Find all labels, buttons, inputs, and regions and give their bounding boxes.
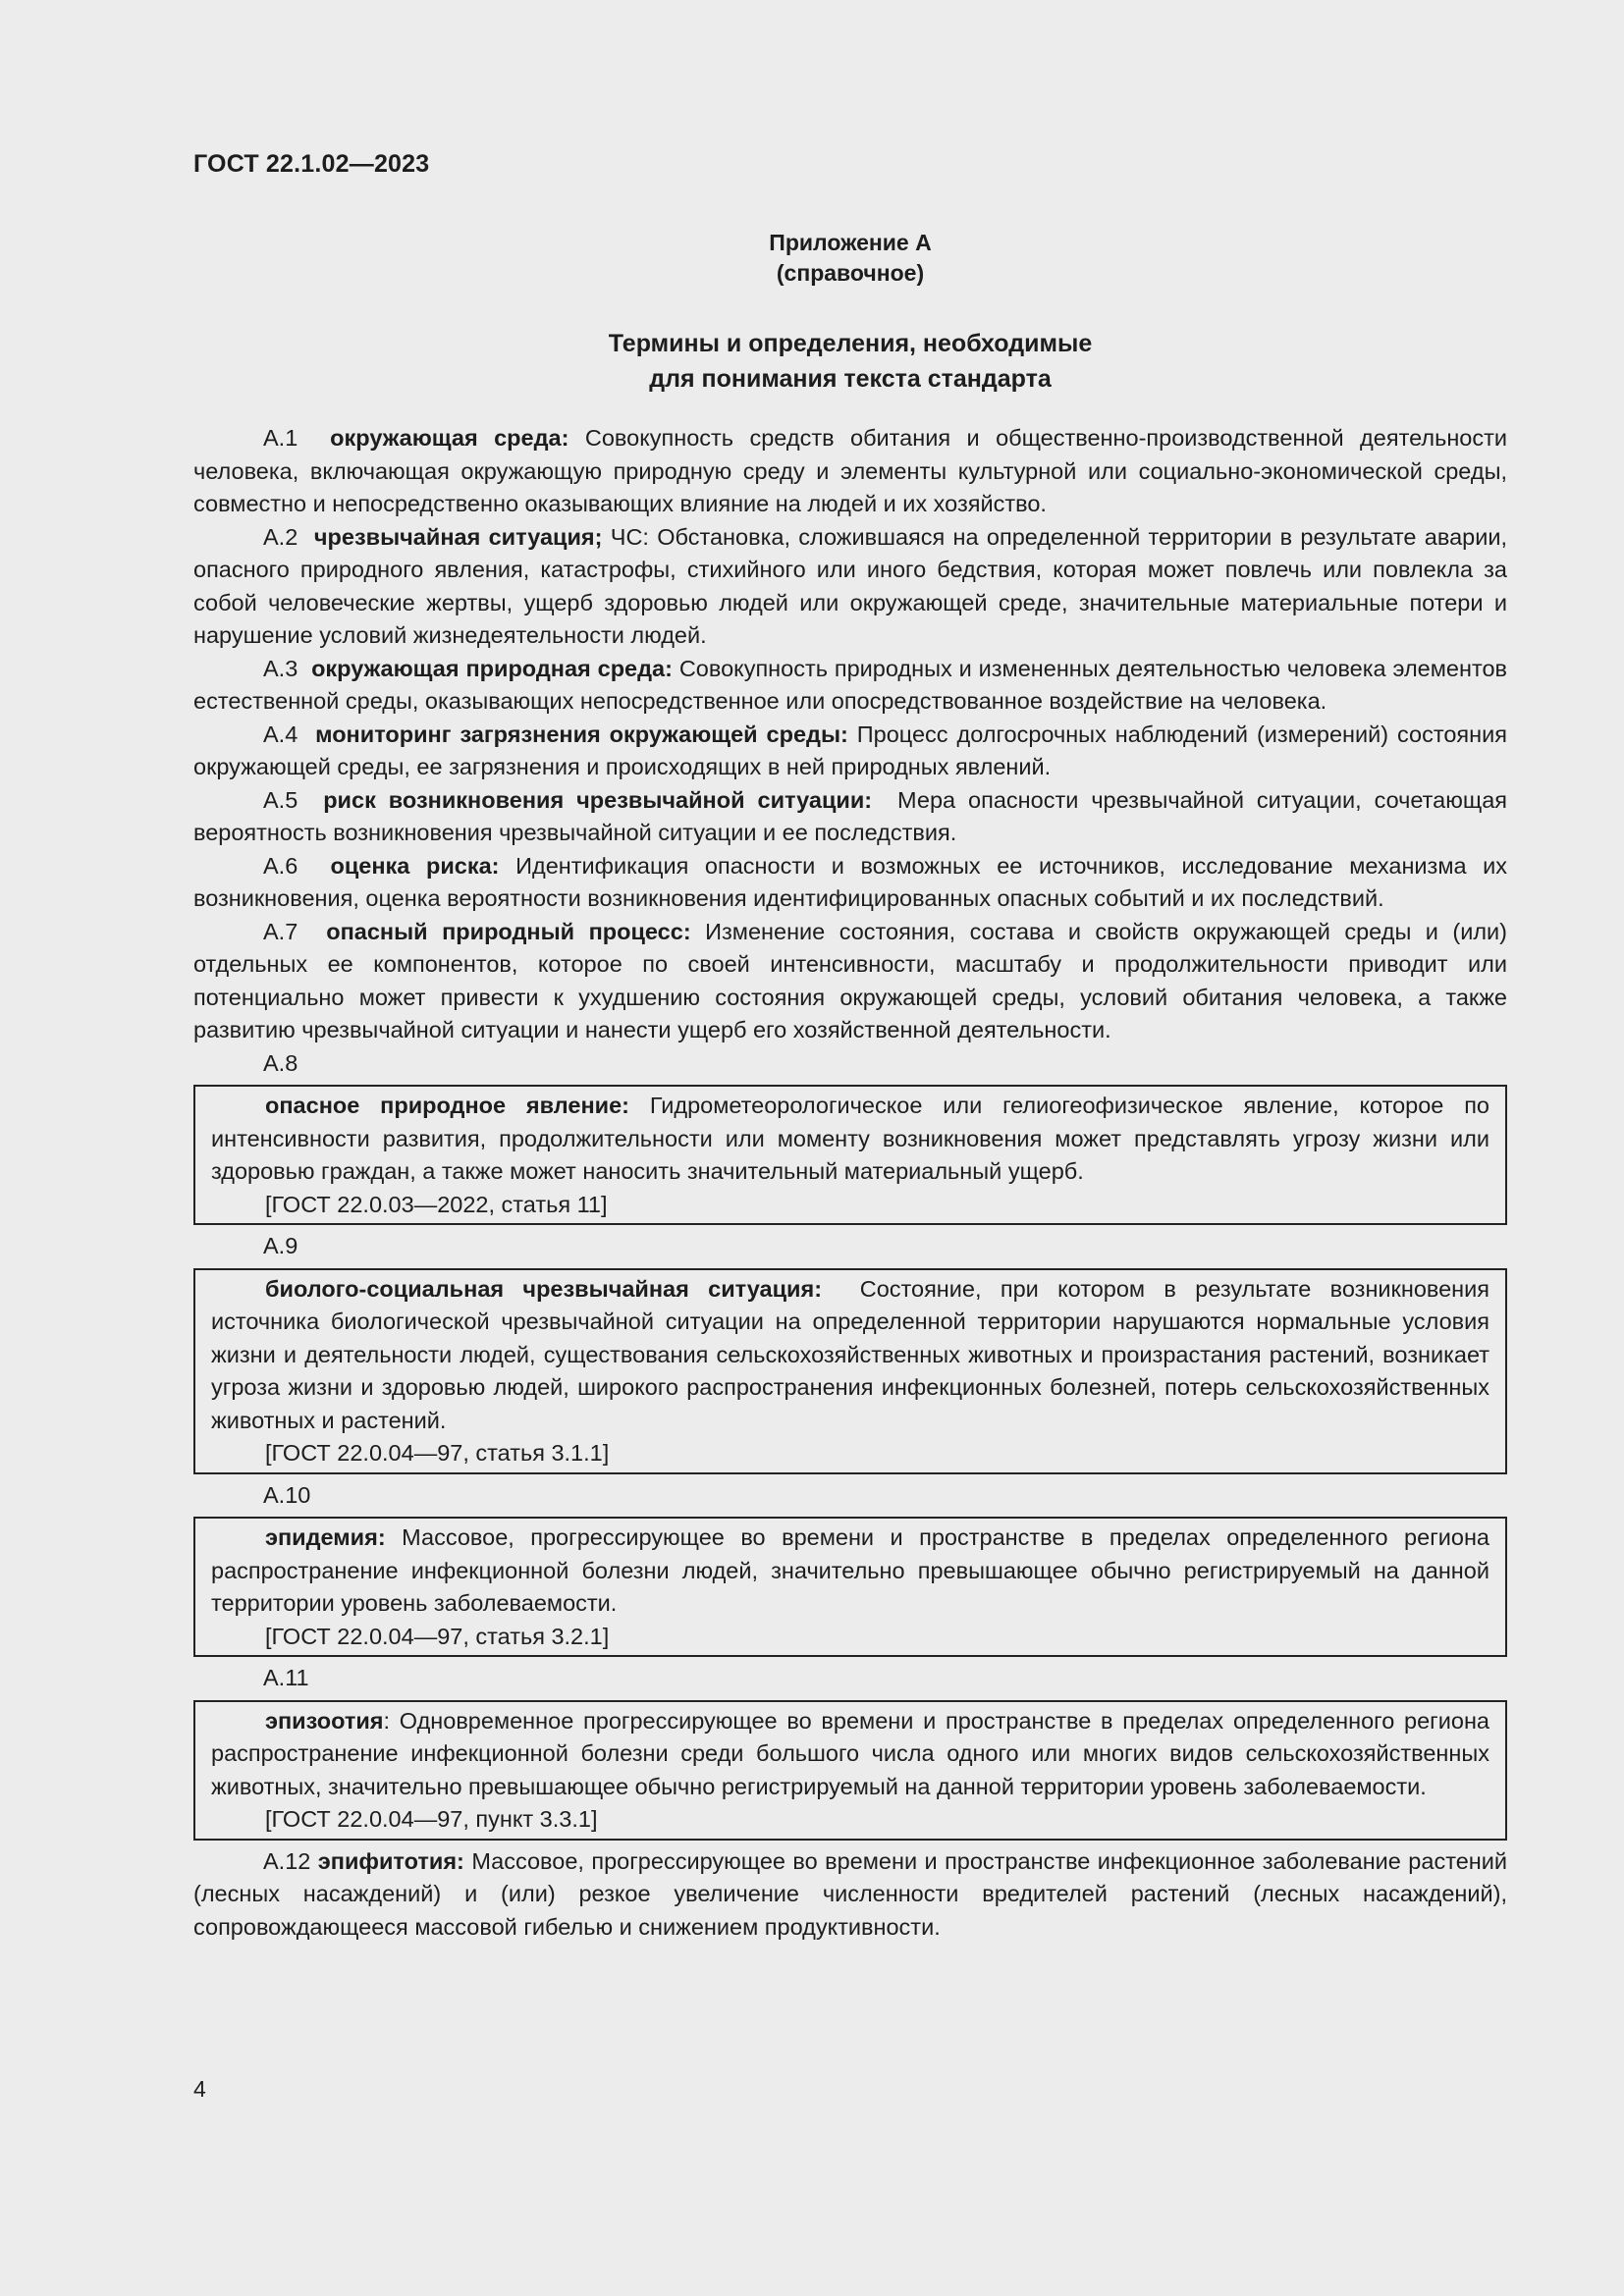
term-entry-a1 [193,422,1507,521]
term-entry-a5 [193,784,1507,850]
section-title [193,326,1507,397]
appendix-title: Приложение А [769,230,932,255]
term-entry-a12 [193,1845,1507,1945]
entry-reference: [ГОСТ 22.0.04—97, статья 3.2.1] [265,1623,610,1649]
section-title-line-1: Термины и определения, необходимые [608,330,1093,357]
entry-term: эпифитотия: [317,1847,464,1874]
entry-term: окружающая природная среда: [311,655,673,681]
entry-term: чрезвычайная ситуация; [313,523,603,550]
term-entry-a6 [193,850,1507,916]
entry-definition: Массовое, прогрессирующее во времени и пространстве в пределах определенного региона распространение инфекционной болезни людей, значительно превышающее обычно регистрируемый на данной территории уровень заболеваемости. [211,1524,1490,1616]
term-entry-a9-number: А.9 [263,1233,298,1258]
entry-definition: ЧС: Обстановка, сложившаяся на определенной территории в результате аварии, опасного природного явления, катастрофы, стихийного или иного бедствия, которая может повлечь или повлекла за собой человеческие жертвы, ущерб здоровью людей или окружающей среде, значительные материальные потери и нарушение условий жизнедеятельности людей. [193,523,1507,648]
entry-definition: Совокупность природных и измененных деятельностью человека элементов естественной среды, оказывающих непосредственное или опосредствованное воздействие на человека. [193,655,1507,714]
entry-term: риск возникновения чрезвычайной ситуации: [323,786,873,813]
entry-definition: Идентификация опасности и возможных ее источников, исследование механизма их возникновения, оценка вероятности возникновения идентифицированных опасных событий и их последствий. [193,852,1508,911]
entry-definition: Мера опасности чрезвычайной ситуации, сочетающая вероятность возникновения чрезвычайной ситуации и ее последствия. [193,786,1507,845]
entry-definition: Процесс долгосрочных наблюдений (измерений) состояния окружающей среды, ее загрязнения и происходящих в ней природных явлений. [193,721,1507,779]
entry-term: мониторинг загрязнения окружающей среды: [315,721,848,747]
entry-number: А.1 [263,425,298,451]
entry-term: биолого-социальная чрезвычайная ситуация: [265,1275,823,1302]
document-page [193,147,1507,1944]
term-entry-a2 [193,521,1507,653]
term-list [193,422,1507,1944]
entry-number: А.12 [263,1847,311,1874]
term-entry-a8 [211,1090,1489,1189]
entry-term: опасный природный процесс: [326,918,691,944]
document-id: ГОСТ 22.1.02—2023 [193,150,430,178]
entry-term: оценка риска: [330,852,500,879]
section-title-line-2: для понимания текста стандарта [649,365,1052,393]
entry-number: А.5 [263,786,298,813]
entry-reference: [ГОСТ 22.0.04—97, пункт 3.3.1] [265,1806,598,1832]
term-entry-a9 [211,1273,1489,1438]
appendix-heading [193,228,1507,289]
term-entry-a10-box [193,1517,1507,1657]
term-entry-a11-number: А.11 [263,1665,309,1690]
term-entry-a7 [193,916,1507,1047]
entry-number: А.7 [263,918,298,944]
term-entry-a3 [193,653,1507,719]
term-entry-a4 [193,719,1507,784]
entry-term: окружающая среда: [330,425,569,451]
entry-definition: Изменение состояния, состава и свойств окружающей среды и (или) отдельных ее компонентов, которое по своей интенсивности, масштабу и продолжительности приводит или потенциально может привести к ухудшению состояния окружающей среды, условий обитания человека, а также развитию чрезвычайной ситуации и нанести ущерб его хозяйственной деятельности. [193,918,1508,1042]
term-entry-a10 [211,1522,1489,1621]
entry-term: эпидемия: [265,1524,386,1550]
entry-definition: Совокупность средств обитания и общественно-производственной деятельности человека, включающая окружающую природную среду и элементы культурной или социально-экономической среды, совместно и непосредственно оказывающих влияние на людей и их хозяйство. [193,425,1507,516]
entry-reference: [ГОСТ 22.0.03—2022, статья 11] [265,1191,608,1217]
page-number: 4 [193,2076,206,2102]
entry-number: А.2 [263,523,298,550]
entry-number: А.4 [263,721,298,747]
term-entry-a8-box [193,1085,1507,1225]
appendix-kind: (справочное) [776,260,925,286]
entry-number: А.3 [263,655,298,681]
entry-number: А.6 [263,852,298,879]
entry-definition: Массовое, прогрессирующее во времени и пространстве инфекционное заболевание растений (лесных насаждений) и (или) резкое увеличение численности вредителей растений (лесных насаждений), сопровождающееся массовой гибелью и снижением продуктивности. [193,1847,1507,1940]
term-entry-a10-number: А.10 [263,1481,311,1508]
term-entry-a8-number: А.8 [263,1049,298,1076]
term-entry-a11 [211,1705,1489,1804]
entry-term: эпизоотия [265,1707,384,1734]
term-entry-a9-box [193,1268,1507,1474]
entry-reference: [ГОСТ 22.0.04—97, статья 3.1.1] [265,1440,610,1466]
entry-definition: : Одновременное прогрессирующее во времени и пространстве в пределах определенного региона распространение инфекционной болезни среди большого числа одного или многих видов сельскохозяйственных животных, значительно превышающее обычно регистрируемый на данной территории уровень заболеваемости. [211,1707,1489,1799]
entry-definition: Состояние, при котором в результате возникновения источника биологической чрезвычайной ситуации на определенной территории нарушаются нормальные условия жизни и деятельности людей, существования сельскохозяйственных животных и произрастания растений, возникает угроза жизни и здоровью людей, широкого распространения инфекционных болезней, потерь сельскохозяйственных животных и растений. [211,1275,1490,1433]
term-entry-a11-box [193,1700,1507,1841]
entry-definition: Гидрометеорологическое или гелиогеофизическое явление, которое по интенсивности развития, продолжительности или моменту возникновения может представлять угрозу жизни или здоровью граждан, а также может наносить значительный материальный ущерб. [211,1093,1489,1184]
entry-term: опасное природное явление: [265,1093,629,1118]
